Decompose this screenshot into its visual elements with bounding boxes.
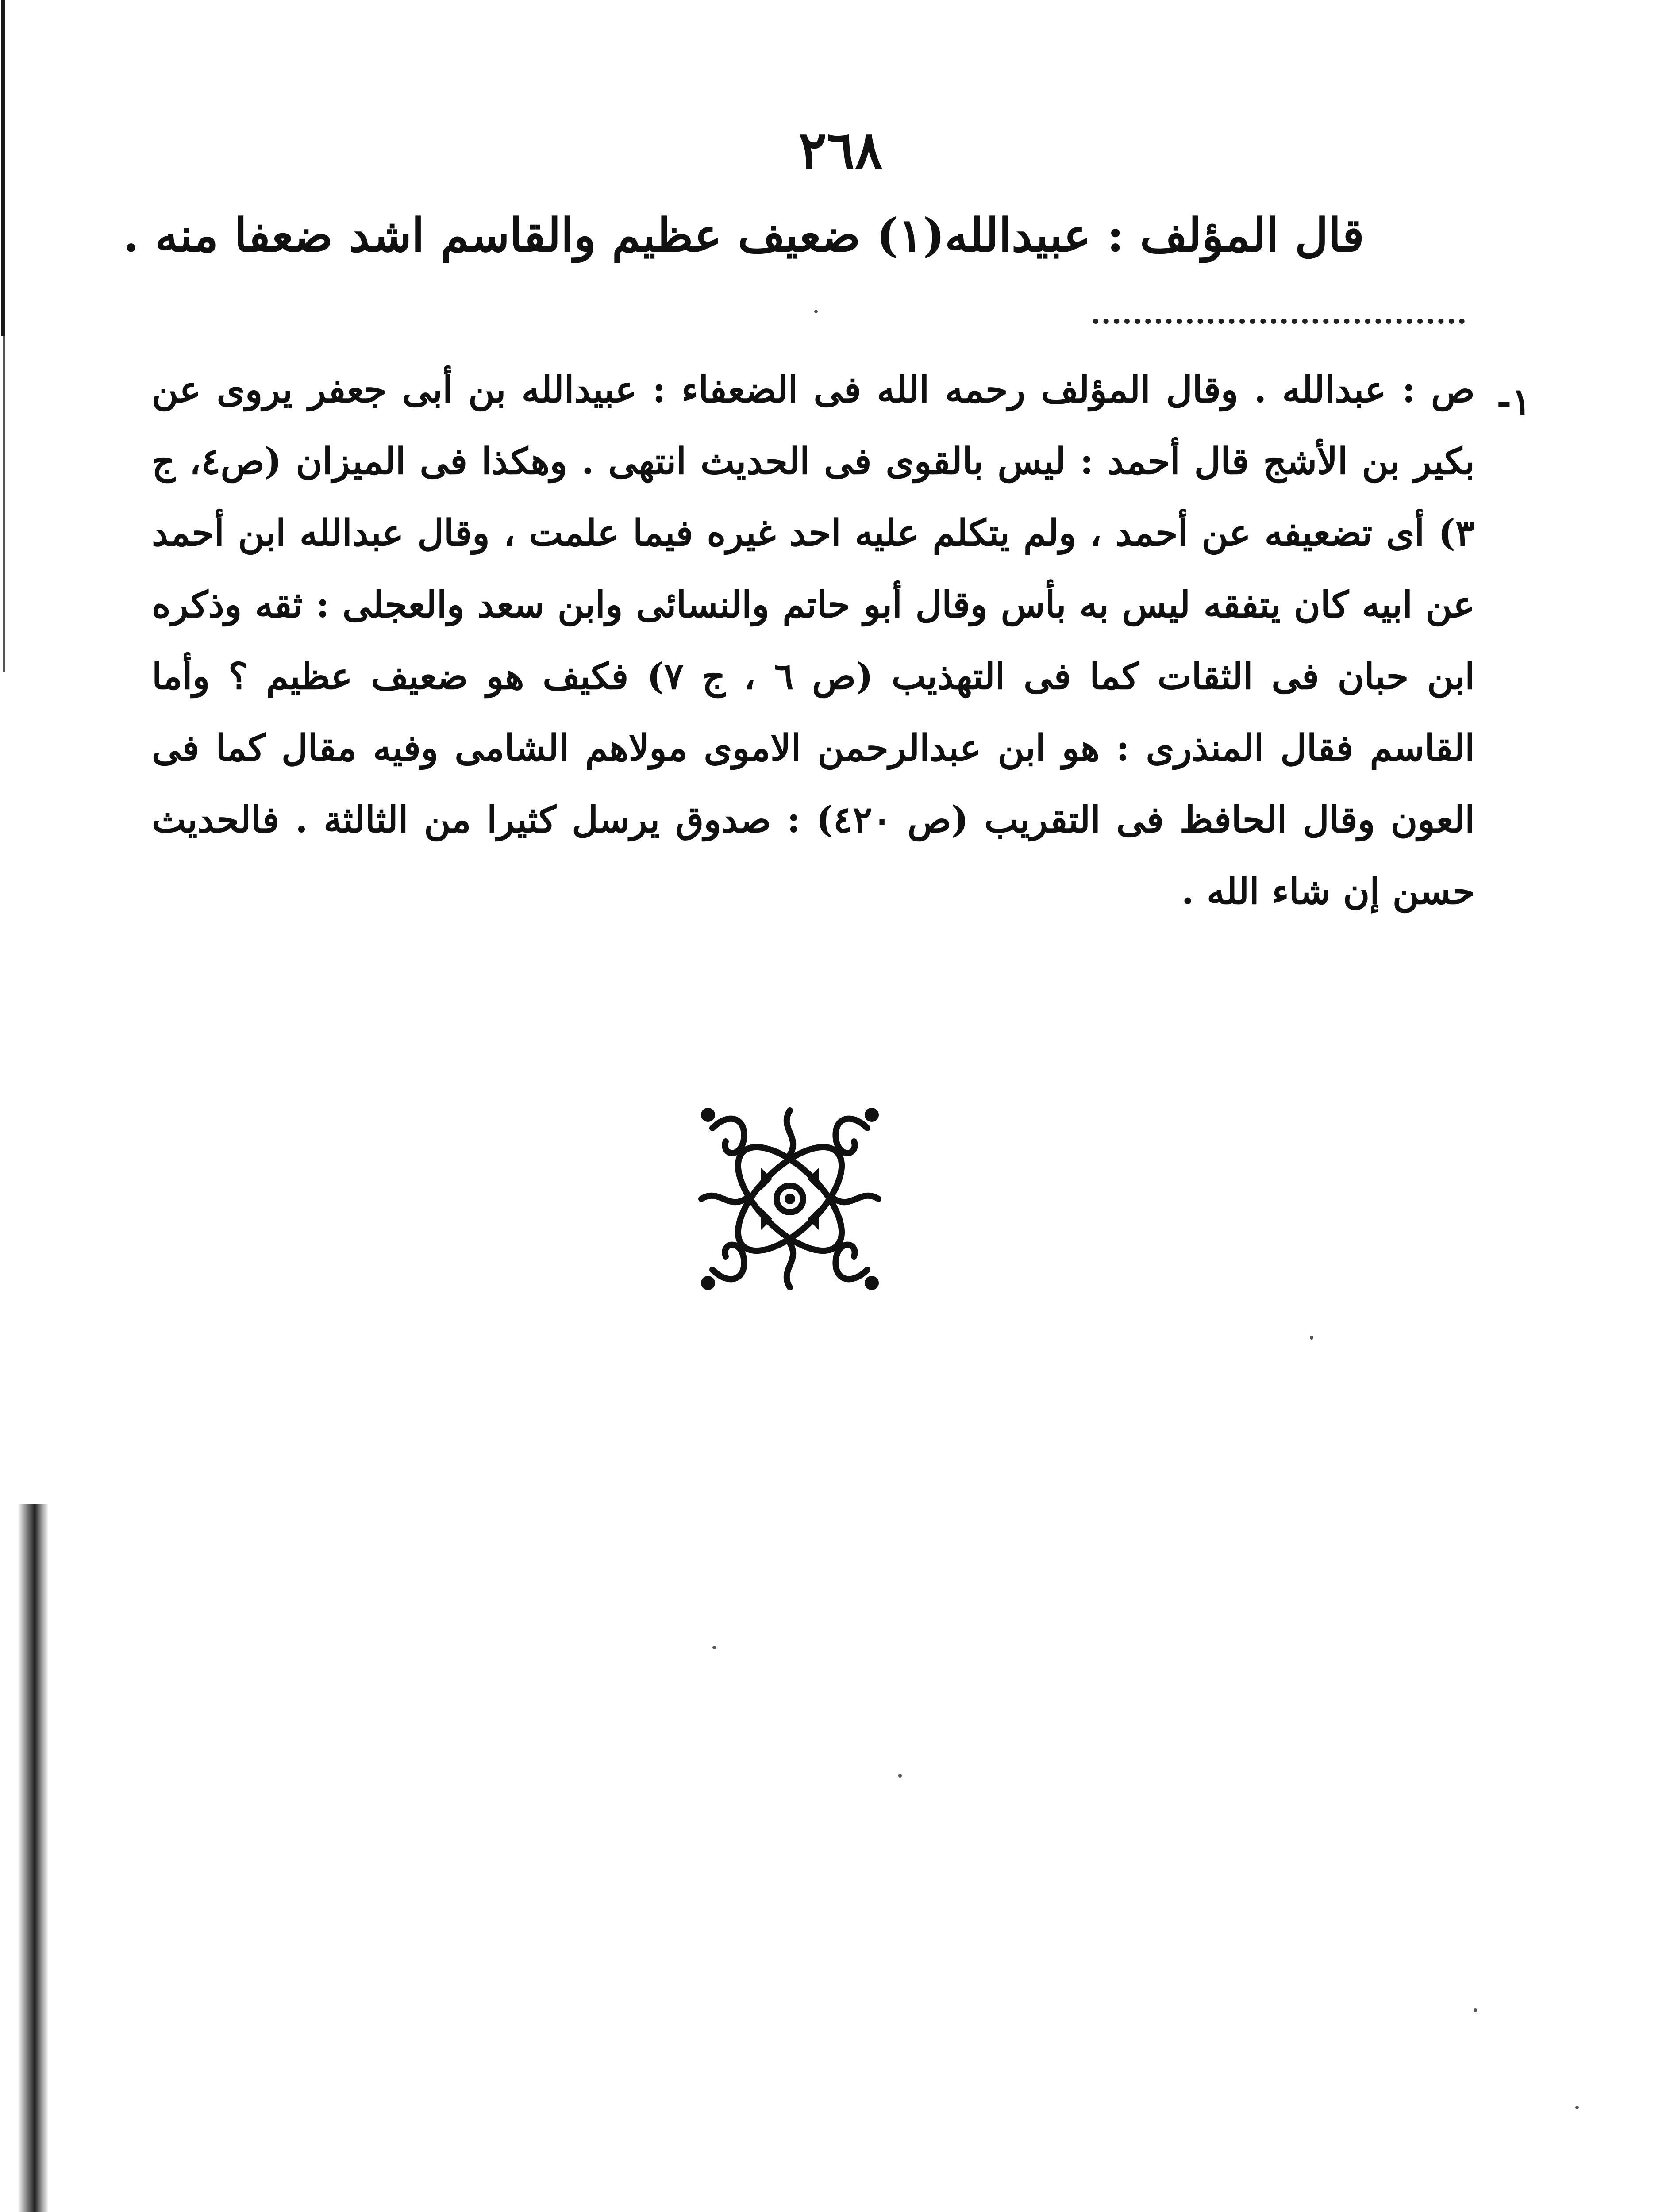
scan-speck [898,1774,902,1778]
scan-speck [814,310,818,313]
footnote-text: ص : عبدالله . وقال المؤلف رحمه الله فى الضعفاء : عبيدالله بن أبى جعفر يروى عن بكير بن الأشج قال أحمد : ليس بالقوى فى الحديث انتهى . وهكذا فى الميزان (ص٤، ج ٣) أى تضعيفه عن أحمد ، ولم يتكلم عليه احد غيره فيما علمت ، وقال عبدالله ابن أحمد عن ابيه كان يتفقه ليس به بأس وقال أبو حاتم والنسائى وابن سعد والعجلى : ثقه وذكره ابن حبان فى الثقات كما فى التهذيب (ص ٦ ، ج ٧) فكيف هو ضعيف عظيم ؟ وأما القاسم فقال المنذرى : هو ابن عبدالرحمن الاموى مولاهم الشامى وفيه مقال كما فى العون وقال الحافظ فى التقريب (ص ٤٢٠) : صدوق يرسل كثيرا من الثالثة . فالحديث حسن إن شاء الله . [152,369,1475,913]
scan-speck [1474,2008,1477,2012]
scan-edge-mark [3,336,5,672]
scan-speck [1575,2106,1579,2109]
scan-edge-mark [1,0,5,336]
scan-speck [1310,1336,1313,1340]
scan-edge-shadow [18,1504,49,2212]
page-number: ٢٦٨ [798,119,883,181]
footnote-number: ١- [1496,380,1531,423]
footnote-separator [1093,319,1465,324]
floral-ornament-icon [695,1102,885,1296]
main-text: قال المؤلف : عبيدالله(١) ضعيف عظيم والقاسم اشد ضعفا منه . [123,208,1364,262]
scan-speck [712,1646,716,1649]
